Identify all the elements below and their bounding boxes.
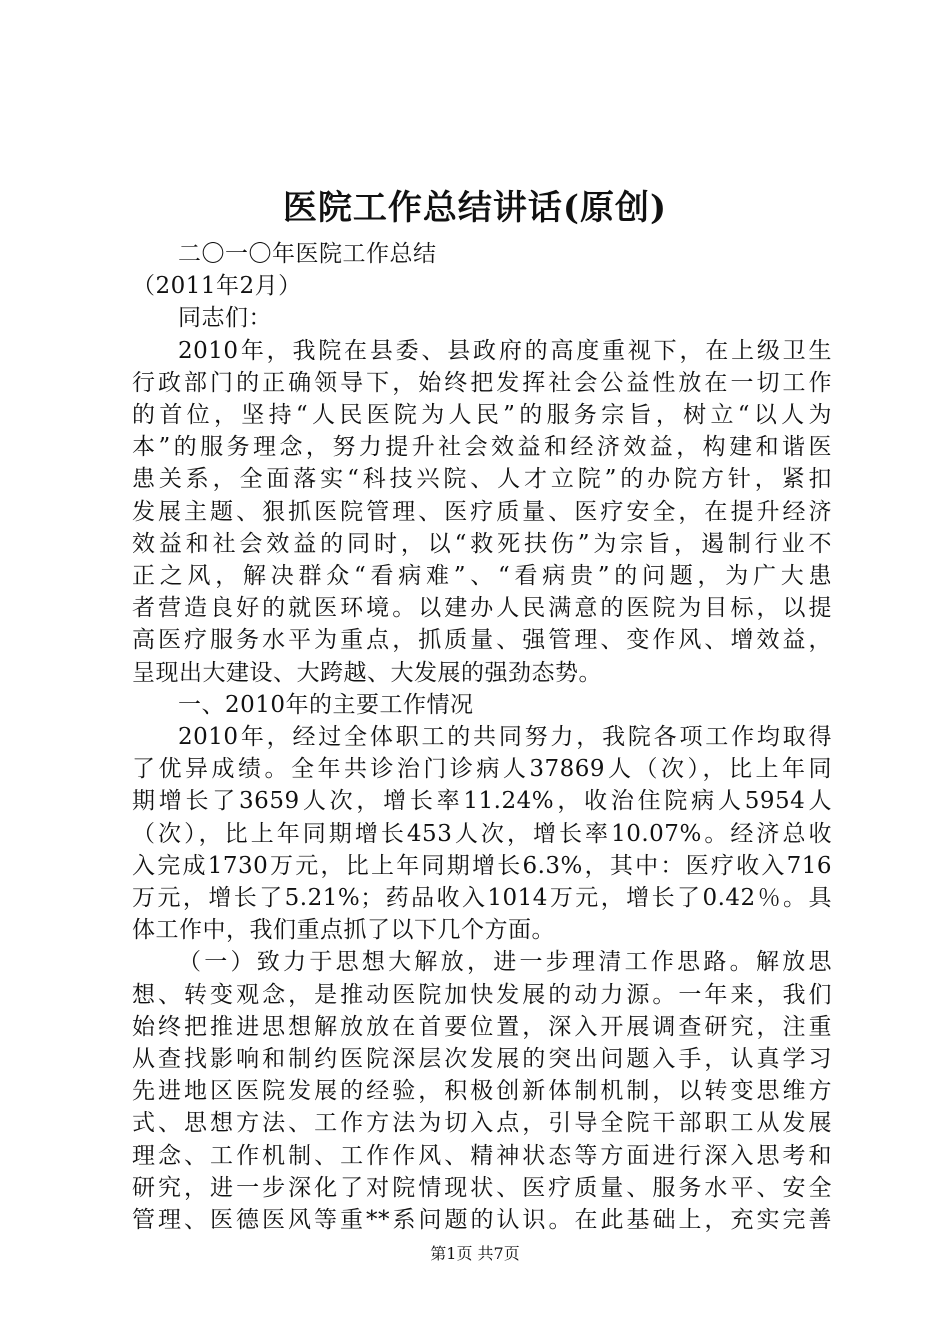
text-line: 万元，增长了5.21%；药品收入1014万元，增长了0.42％。具 xyxy=(132,885,832,912)
text-line: 先进地区医院发展的经验，积极创新体制机制，以转变思维方 xyxy=(132,1078,832,1105)
text-line: 本”的服务理念，努力提升社会效益和经济效益，构建和谐医 xyxy=(132,434,832,461)
text-line: 管理、医德医风等重**系问题的认识。在此基础上，充实完善 xyxy=(132,1207,832,1234)
text-line: 从查找影响和制约医院深层次发展的突出问题入手，认真学习 xyxy=(132,1046,832,1073)
text-line: （次），比上年同期增长453人次，增长率10.07%。经济总收 xyxy=(132,820,832,847)
text-line: 式、思想方法、工作方法为切入点，引导全院干部职工从发展 xyxy=(132,1110,832,1137)
text-line: （一）致力于思想大解放，进一步理清工作思路。解放思 xyxy=(178,949,832,976)
text-line: 体工作中，我们重点抓了以下几个方面。 xyxy=(132,917,555,944)
text-line: 入完成1730万元，比上年同期增长6.3%，其中：医疗收入716 xyxy=(132,852,832,879)
text-line: 期增长了3659人次，增长率11.24%，收治住院病人5954人 xyxy=(132,788,832,815)
text-line: 了优异成绩。全年共诊治门诊病人37869人（次），比上年同 xyxy=(132,756,832,783)
text-line: 想、转变观念，是推动医院加快发展的动力源。一年来，我们 xyxy=(132,981,832,1008)
text-line: 2010年，我院在县委、县政府的高度重视下，在上级卫生 xyxy=(178,337,832,364)
document-body xyxy=(132,238,832,1236)
text-line: 研究，进一步深化了对院情现状、医疗质量、服务水平、安全 xyxy=(132,1174,832,1201)
document-title: 医院工作总结讲话(原创) xyxy=(282,188,668,228)
text-line: 效益和社会效益的同时，以“救死扶伤”为宗旨，遏制行业不 xyxy=(132,530,832,557)
text-line: 二〇一〇年医院工作总结 xyxy=(178,241,437,267)
text-line: 2010年，经过全体职工的共同努力，我院各项工作均取得 xyxy=(178,724,832,751)
text-line: 正之风，解决群众“看病难”、“看病贵”的问题，为广大患 xyxy=(132,563,832,590)
text-line: 同志们： xyxy=(178,305,272,332)
text-line: 的首位，坚持“人民医院为人民”的服务宗旨，树立“以人为 xyxy=(132,402,832,429)
text-line: 一、2010年的主要工作情况 xyxy=(178,691,474,718)
text-line: 理念、工作机制、工作作风、精神状态等方面进行深入思考和 xyxy=(132,1142,832,1169)
text-line: 发展主题、狠抓医院管理、医疗质量、医疗安全，在提升经济 xyxy=(132,498,832,525)
text-line: 高医疗服务水平为重点，抓质量、强管理、变作风、增效益， xyxy=(132,627,832,654)
text-line: 患关系，全面落实“科技兴院、人才立院”的办院方针，紧扣 xyxy=(132,466,832,493)
text-line: 呈现出大建设、大跨越、大发展的强劲态势。 xyxy=(132,659,602,686)
text-line: 始终把推进思想解放放在首要位置，深入开展调查研究，注重 xyxy=(132,1013,832,1040)
page-footer: 第1页 共7页 xyxy=(430,1244,520,1263)
text-line: 者营造良好的就医环境。以建办人民满意的医院为目标，以提 xyxy=(132,595,832,622)
text-line: 行政部门的正确领导下，始终把发挥社会公益性放在一切工作 xyxy=(132,369,832,396)
text-line: （2011年2月） xyxy=(132,273,302,300)
